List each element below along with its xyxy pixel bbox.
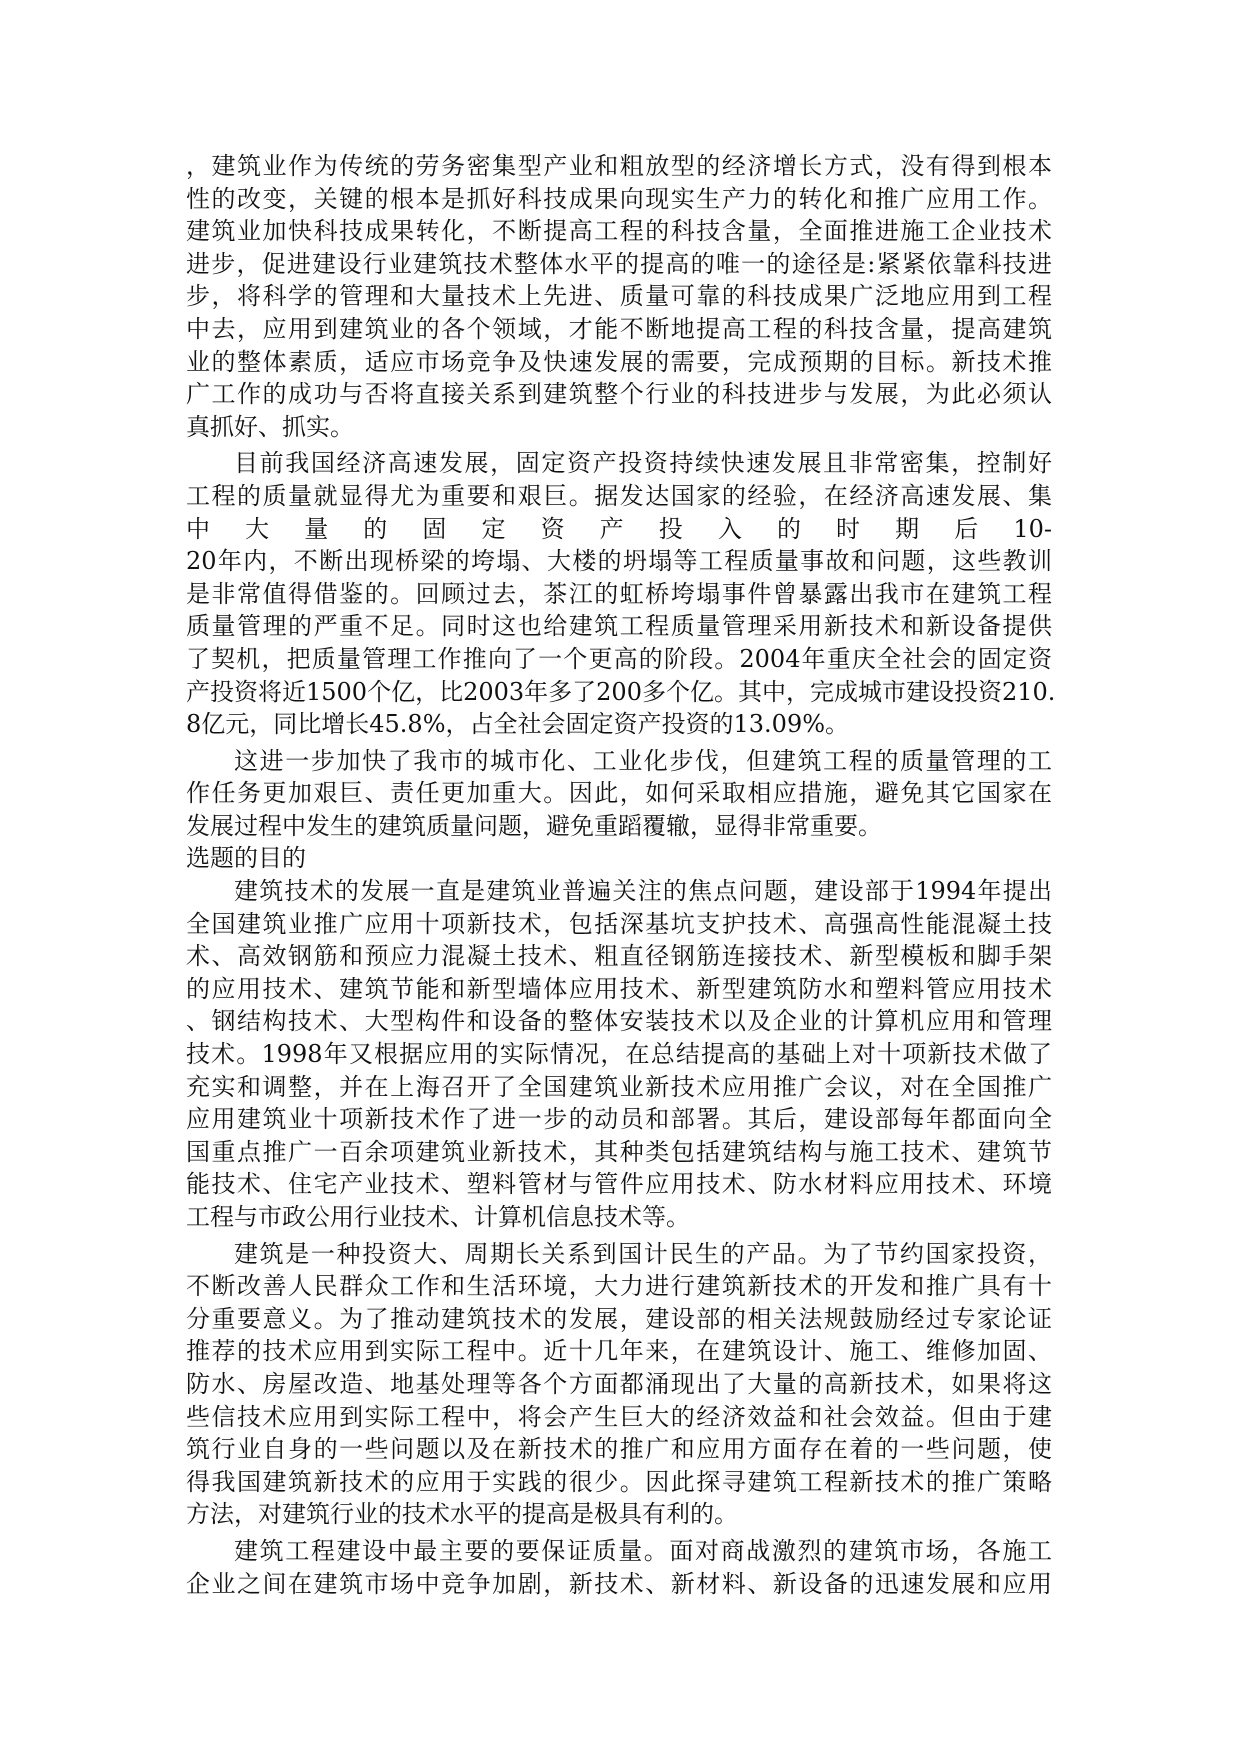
text-line: 方法，对建筑行业的技术水平的提高是极具有利的。 [186, 1500, 738, 1529]
text-line: 充实和调整，并在上海召开了全国建筑业新技术应用推广会议，对在全国推广 [186, 1072, 1052, 1101]
paragraph [186, 1535, 1052, 1600]
text-line: 中去，应用到建筑业的各个领域，才能不断地提高工程的科技含量，提高建筑 [186, 314, 1052, 343]
section-heading [186, 842, 1052, 875]
text-line: 分重要意义。为了推动建筑技术的发展，建设部的相关法规鼓励经过专家论证 [186, 1304, 1052, 1333]
text-line: 进步，促进建设行业建筑技术整体水平的提高的唯一的途径是:紧紧依靠科技进 [186, 249, 1052, 278]
text-line: ，建筑业作为传统的劳务密集型产业和粗放型的经济增长方式，没有得到根本 [186, 152, 1052, 180]
paragraph [186, 1238, 1052, 1531]
text-line: 建筑工程建设中最主要的要保证质量。面对商战激烈的建筑市场，各施工 [234, 1536, 1052, 1565]
text-line: 目前我国经济高速发展，固定资产投资持续快速发展且非常密集，控制好 [234, 449, 1052, 478]
text-line: 不断改善人民群众工作和生活环境，大力进行建筑新技术的开发和推广具有十 [186, 1272, 1052, 1301]
text-line: 发展过程中发生的建筑质量问题，避免重蹈覆辙，显得非常重要。 [186, 811, 882, 840]
text-line: 工程与市政公用行业技术、计算机信息技术等。 [186, 1203, 690, 1231]
text-line: 业的整体素质，适应市场竞争及快速发展的需要，完成预期的目标。新技术推 [186, 347, 1052, 376]
text-line: 些信技术应用到实际工程中，将会产生巨大的经济效益和社会效益。但由于建 [186, 1402, 1052, 1431]
text-line: 20年内，不断出现桥梁的垮塌、大楼的坍塌等工程质量事故和问题，这些教训 [186, 547, 1052, 576]
text-line: 中大量的固定资产投入的时期后10- [186, 514, 1052, 543]
text-line: 防水、房屋改造、地基处理等各个方面都涌现出了大量的高新技术，如果将这 [186, 1369, 1052, 1398]
text-line: 建筑是一种投资大、周期长关系到国计民生的产品。为了节约国家投资， [234, 1239, 1052, 1268]
text-line: 企业之间在建筑市场中竞争加剧，新技术、新材料、新设备的迅速发展和应用 [186, 1569, 1052, 1598]
text-line: 技术。1998年又根据应用的实际情况，在总结提高的基础上对十项新技术做了 [186, 1040, 1052, 1069]
text-line: 产投资将近1500个亿，比2003年多了200多个亿。其中，完成城市建设投资210. [186, 677, 1056, 706]
paragraph [186, 745, 1052, 843]
text-line: 质量管理的严重不足。同时这也给建筑工程质量管理采用新技术和新设备提供 [186, 612, 1052, 641]
text-line: 能技术、住宅产业技术、塑料管材与管件应用技术、防水材料应用技术、环境 [186, 1170, 1052, 1199]
text-line: 工程的质量就显得尤为重要和艰巨。据发达国家的经验，在经济高速发展、集 [186, 481, 1052, 510]
text-line: 这进一步加快了我市的城市化、工业化步伐，但建筑工程的质量管理的工 [234, 746, 1052, 775]
text-line: 是非常值得借鉴的。回顾过去，茶江的虹桥垮塌事件曾暴露出我市在建筑工程 [186, 579, 1052, 608]
text-line: 广工作的成功与否将直接关系到建筑整个行业的科技进步与发展，为此必须认 [186, 380, 1052, 409]
text-line: 了契机，把质量管理工作推向了一个更高的阶段。2004年重庆全社会的固定资 [186, 644, 1052, 673]
paragraph [186, 875, 1052, 1234]
text-line: 全国建筑业推广应用十项新技术，包括深基坑支护技术、高强高性能混凝土技 [186, 909, 1052, 938]
document-page [186, 150, 1056, 1600]
text-line: 建筑技术的发展一直是建筑业普遍关注的焦点问题，建设部于1994年提出 [234, 877, 1052, 906]
text-line: 步，将科学的管理和大量技术上先进、质量可靠的科技成果广泛地应用到工程 [186, 282, 1052, 311]
text-line: 8亿元，同比增长45.8%，占全社会固定资产投资的13.09%。 [186, 710, 850, 739]
text-line: 术、高效钢筋和预应力混凝土技术、粗直径钢筋连接技术、新型模板和脚手架 [186, 942, 1052, 971]
text-line: 建筑业加快科技成果转化，不断提高工程的科技含量，全面推进施工企业技术 [186, 217, 1052, 246]
text-line: 筑行业自身的一些问题以及在新技术的推广和应用方面存在着的一些问题，使 [186, 1435, 1052, 1464]
text-line: 、钢结构技术、大型构件和设备的整体安装技术以及企业的计算机应用和管理 [186, 1007, 1052, 1036]
text-line: 应用建筑业十项新技术作了进一步的动员和部署。其后，建设部每年都面向全 [186, 1105, 1052, 1134]
paragraph [186, 447, 1056, 740]
text-line: 的应用技术、建筑节能和新型墙体应用技术、新型建筑防水和塑料管应用技术 [186, 974, 1052, 1003]
text-line: 性的改变，关键的根本是抓好科技成果向现实生产力的转化和推广应用工作。 [186, 184, 1052, 213]
text-line: 真抓好、抓实。 [186, 412, 354, 441]
text-line: 选题的目的 [186, 844, 306, 873]
text-line: 得我国建筑新技术的应用于实践的很少。因此探寻建筑工程新技术的推广策略 [186, 1467, 1052, 1496]
text-line: 作任务更加艰巨、责任更加重大。因此，如何采取相应措施，避免其它国家在 [186, 779, 1052, 808]
text-line: 推荐的技术应用到实际工程中。近十几年来，在建筑设计、施工、维修加固、 [186, 1337, 1052, 1366]
paragraph [186, 150, 1052, 443]
text-line: 国重点推广一百余项建筑业新技术，其种类包括建筑结构与施工技术、建筑节 [186, 1137, 1052, 1166]
